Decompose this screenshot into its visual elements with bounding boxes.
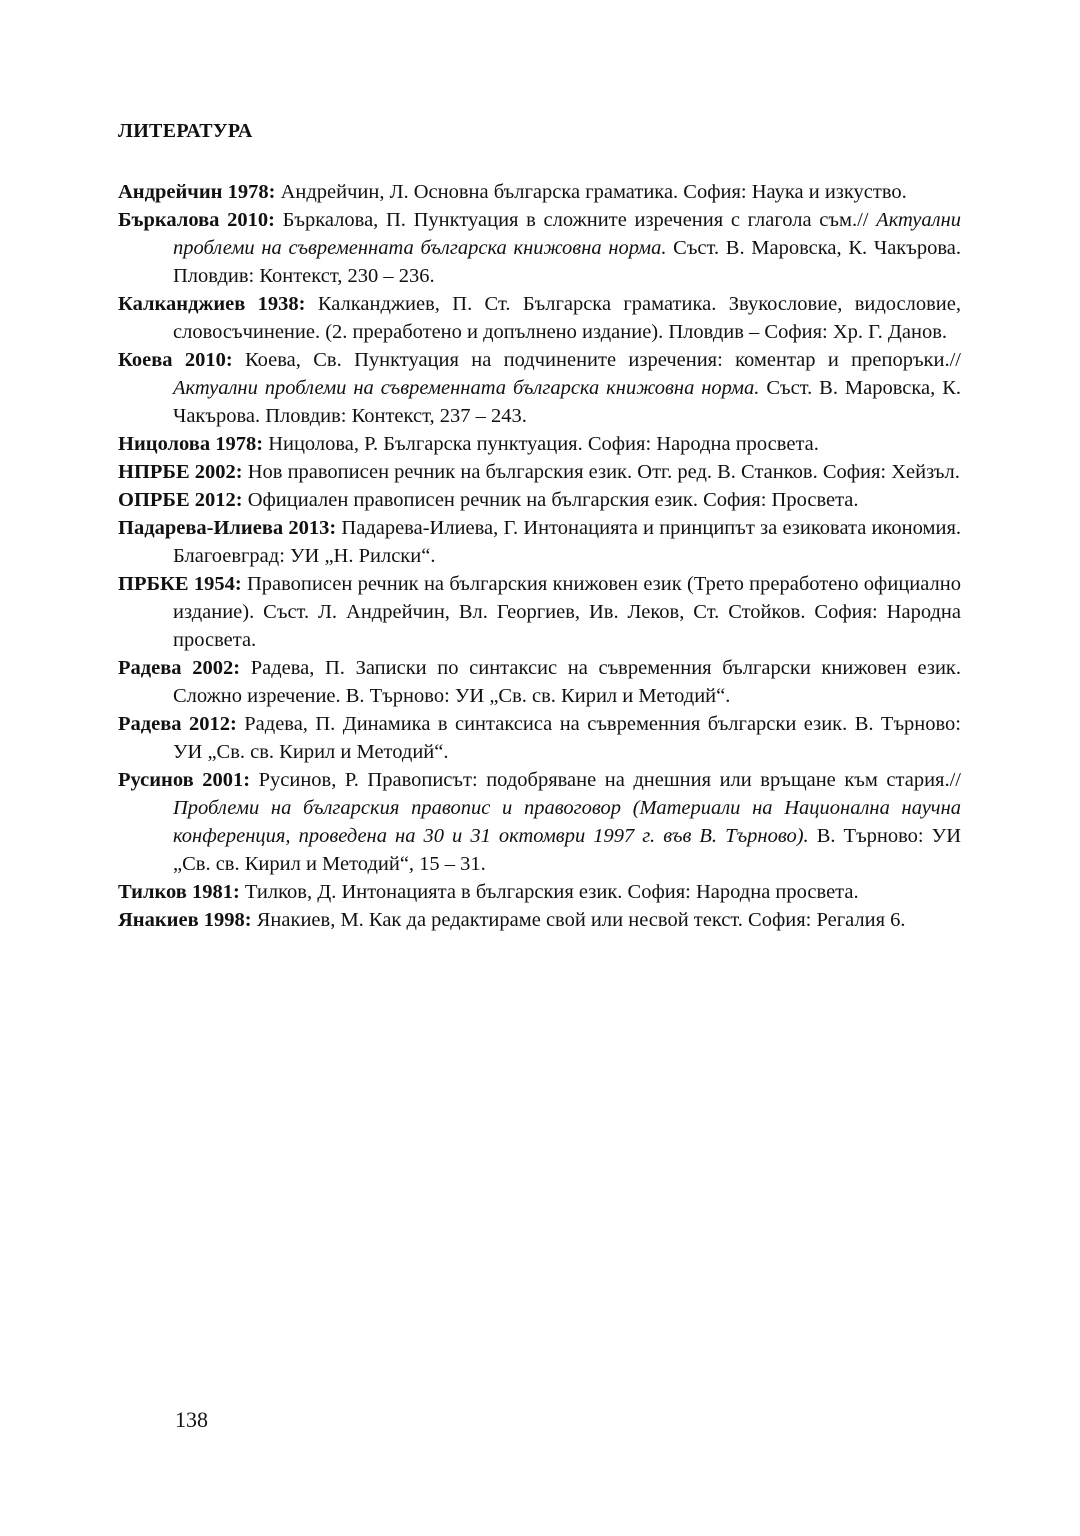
entry-key: Ницолова 1978: <box>118 433 264 455</box>
entry-italic-title: Актуални проблеми на съвременната българска книжовна норма. <box>173 377 760 399</box>
bibliography-entry <box>118 430 961 458</box>
section-heading: ЛИТЕРАТУРА <box>118 120 253 142</box>
entry-text: Андрейчин, Л. Основна българска граматика. София: Наука и изкуство. <box>275 181 907 203</box>
entry-key: Падарева-Илиева 2013: <box>118 517 337 539</box>
bibliography-entry <box>118 878 961 906</box>
entry-text: Бъркалова, П. Пунктуация в сложните изречения с глагола съм.// <box>274 209 877 231</box>
entry-key: Калканджиев 1938: <box>118 293 306 315</box>
entry-key: Бъркалова 2010: <box>118 209 275 231</box>
entry-text: Радева, П. Записки по синтаксис на съвременния български книжовен език. Сложно изречение. В. Търново: УИ „Св. св. Кирил и Методий“. <box>173 657 962 707</box>
bibliography-entry <box>118 346 961 430</box>
entry-text: Официален правописен речник на българския език. София: Просвета. <box>242 489 859 511</box>
bibliography-entry <box>118 654 961 710</box>
entry-key: Радева 2012: <box>118 713 237 735</box>
entry-key: ОПРБЕ 2012: <box>118 489 243 511</box>
entry-key: Русинов 2001: <box>118 769 251 791</box>
entry-text: Падарева-Илиева, Г. Интонацията и принципът за езиковата икономия. Благоевград: УИ „Н. Рилски“. <box>173 517 962 567</box>
entry-key: Андрейчин 1978: <box>118 181 276 203</box>
bibliography-entry <box>118 514 961 570</box>
entry-key: Коева 2010: <box>118 349 233 371</box>
bibliography-entry <box>118 570 961 654</box>
bibliography-entry <box>118 290 961 346</box>
entry-key: НПРБЕ 2002: <box>118 461 243 483</box>
entry-text: Правописен речник на българския книжовен език (Трето преработено официално издание). Съст. Л. Андрейчин, Вл. Георгиев, Ив. Леков, Ст. Стойков. София: Народна просвета. <box>173 573 961 651</box>
bibliography-entry <box>118 906 961 934</box>
bibliography-entry <box>118 486 961 514</box>
entry-text: Тилков, Д. Интонацията в българския език. София: Народна просвета. <box>239 881 859 903</box>
entry-key: Янакиев 1998: <box>118 909 252 931</box>
bibliography-entry <box>118 766 961 878</box>
bibliography-list <box>118 178 961 934</box>
bibliography-entry <box>118 458 961 486</box>
entry-text: Радева, П. Динамика в синтаксиса на съвременния български език. В. Търново: УИ „Св. св. Кирил и Методий“. <box>173 713 961 763</box>
bibliography-entry <box>118 710 961 766</box>
entry-text: Ницолова, Р. Българска пунктуация. София: Народна просвета. <box>263 433 819 455</box>
entry-italic-title: Проблеми на българския правопис и правоговор (Материали на Националнa научна конференция, проведена на 30 и 31 октомври 1997 г. във В. Търново). <box>173 797 961 847</box>
entry-text-after: Съст. В. Маровска, К. Чакърова. Пловдив: Контекст, 237 – 243. <box>173 377 961 427</box>
page-number: 138 <box>175 1407 208 1432</box>
entry-text: Русинов, Р. Правописът: подобряване на днешния или връщане към стария.// <box>250 769 961 791</box>
entry-key: ПРБКЕ 1954: <box>118 573 242 595</box>
entry-text-after: Съст. В. Маровска, К. Чакърова. Пловдив: Контекст, 230 – 236. <box>173 237 961 287</box>
bibliography-entry <box>118 178 961 206</box>
entry-text: Коева, Св. Пунктуация на подчинените изречения: коментар и препоръки.// <box>232 349 962 371</box>
entry-italic-title: Актуални проблеми на съвременната българска книжовна норма. <box>173 209 962 259</box>
entry-text-after: В. Търново: УИ „Св. св. Кирил и Методий“, 15 – 31. <box>173 825 961 875</box>
entry-text: Калканджиев, П. Ст. Българска граматика. Звукословие, видословие, словосъчинение. (2. преработено и допълнено издание). Пловдив – София: Хр. Г. Данов. <box>173 293 961 343</box>
entry-key: Радева 2002: <box>118 657 241 679</box>
entry-text: Нов правописен речник на българския език. Отг. ред. В. Станков. София: Хейзъл. <box>242 461 960 483</box>
bibliography-entry <box>118 206 961 290</box>
entry-key: Тилков 1981: <box>118 881 240 903</box>
entry-text: Янакиев, М. Как да редактираме свой или несвой текст. София: Регалия 6. <box>251 909 906 931</box>
